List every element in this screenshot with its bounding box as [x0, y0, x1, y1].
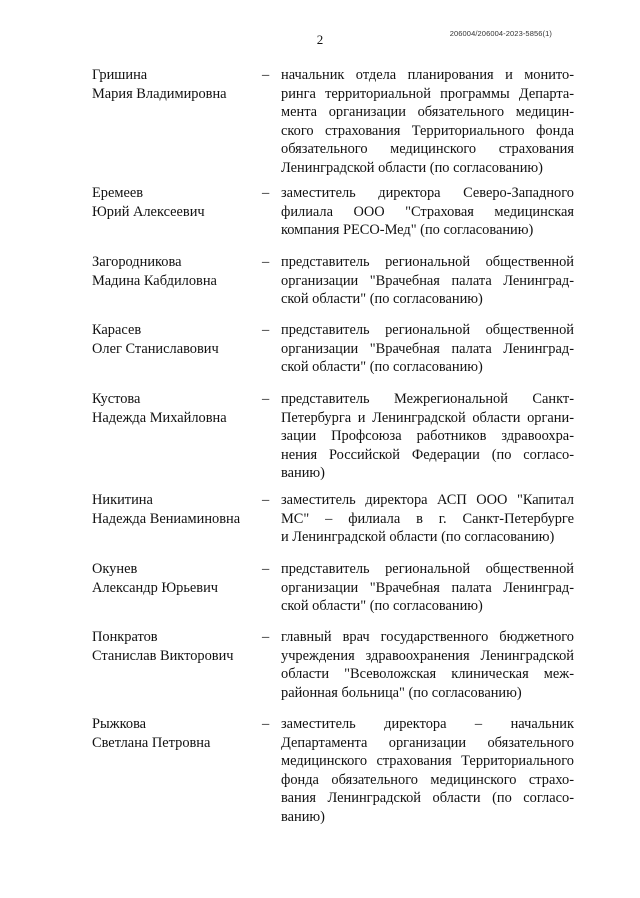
entry-dash: –	[262, 391, 270, 407]
entry-dash: –	[262, 322, 270, 338]
member-entry	[92, 491, 574, 547]
member-given-name: Светлана Петровна	[92, 734, 211, 751]
member-role	[281, 491, 574, 547]
role-line: и Ленинградской области (по согласованию)	[281, 529, 555, 546]
member-entry	[92, 184, 574, 240]
member-person	[92, 184, 262, 240]
member-role	[281, 321, 574, 377]
member-role	[281, 390, 574, 483]
member-surname: Загородникова	[92, 254, 182, 270]
member-surname: Кустова	[92, 391, 141, 407]
member-role	[281, 184, 574, 240]
role-line: учреждения здравоохранения Ленинградской	[281, 647, 574, 664]
member-entry	[92, 715, 574, 827]
member-surname: Окунев	[92, 561, 138, 577]
role-line: фонда обязательного медицинского страхо-	[281, 771, 574, 788]
member-entry	[92, 321, 574, 377]
member-person	[92, 66, 262, 178]
document-id: 206004/206004-2023-5856(1)	[449, 29, 552, 38]
role-line: организации "Врачебная палата Ленинград-	[281, 272, 574, 289]
role-line: обязательного медицинского страхования	[281, 141, 574, 158]
role-line: Ленинградской области (по согласованию)	[281, 159, 543, 176]
member-entry	[92, 253, 574, 309]
entry-dash: –	[262, 254, 270, 270]
member-surname: Понкратов	[92, 629, 158, 645]
member-person	[92, 253, 262, 309]
member-given-name: Юрий Алексеевич	[92, 203, 205, 220]
entry-dash: –	[262, 629, 270, 645]
member-person	[92, 628, 262, 702]
role-line: заместитель директора АСП ООО "Капитал	[281, 492, 574, 508]
role-line: зации Профсоюза работников здравоохра-	[281, 428, 574, 445]
entry-dash: –	[262, 716, 270, 732]
role-line: ринга территориальной программы Департа-	[281, 85, 574, 102]
role-line: представитель региональной общественной	[281, 254, 574, 270]
member-role	[281, 628, 574, 702]
member-person	[92, 560, 262, 616]
role-line: ской области" (по согласованию)	[281, 291, 483, 308]
role-line: заместитель директора Северо-Западного	[281, 185, 574, 201]
entry-dash: –	[262, 492, 270, 508]
role-line: главный врач государственного бюджетного	[281, 629, 574, 645]
member-role	[281, 66, 574, 178]
role-line: организации "Врачебная палата Ленинград-	[281, 340, 574, 357]
role-line: начальник отдела планирования и монито-	[281, 67, 574, 83]
entry-dash: –	[262, 67, 270, 83]
role-line: мента организации обязательного медицин-	[281, 104, 574, 121]
role-line: ванию)	[281, 465, 325, 482]
member-surname: Никитина	[92, 492, 153, 508]
role-line: ского страхования Территориального фонда	[281, 122, 574, 139]
entry-dash: –	[262, 185, 270, 201]
member-entry	[92, 560, 574, 616]
role-line: Петербурга и Ленинградской области органи-	[281, 409, 574, 426]
role-line: ской области" (по согласованию)	[281, 359, 483, 376]
member-surname: Рыжкова	[92, 716, 147, 732]
entry-dash: –	[262, 561, 270, 577]
role-line: организации "Врачебная палата Ленинград-	[281, 579, 574, 596]
member-entry	[92, 66, 574, 178]
member-given-name: Надежда Михайловна	[92, 409, 227, 426]
member-given-name: Станислав Викторович	[92, 647, 234, 664]
member-person	[92, 390, 262, 483]
member-given-name: Мария Владимировна	[92, 85, 227, 102]
role-line: филиала ООО "Страховая медицинская	[281, 203, 574, 220]
member-given-name: Олег Станиславович	[92, 340, 219, 357]
member-surname: Еремеев	[92, 185, 144, 201]
member-person	[92, 491, 262, 547]
member-entry	[92, 390, 574, 483]
role-line: районная больница" (по согласованию)	[281, 684, 522, 701]
role-line: вания Ленинградской области (по согласо-	[281, 790, 574, 807]
member-person	[92, 715, 262, 827]
role-line: медицинского страхования Территориального	[281, 753, 574, 770]
member-person	[92, 321, 262, 377]
role-line: нения Российской Федерации (по согласо-	[281, 446, 574, 463]
role-line: представитель региональной общественной	[281, 561, 574, 577]
role-line: ской области" (по согласованию)	[281, 598, 483, 615]
role-line: компания РЕСО-Мед" (по согласованию)	[281, 222, 534, 239]
member-role	[281, 715, 574, 827]
page-number: 2	[316, 32, 324, 47]
role-line: представитель региональной общественной	[281, 322, 574, 338]
member-entry	[92, 628, 574, 702]
member-surname: Гришина	[92, 67, 148, 83]
role-line: заместитель директора – начальник	[281, 716, 574, 732]
role-line: области "Всеволожская клиническая меж-	[281, 666, 574, 683]
member-given-name: Мадина Кабдиловна	[92, 272, 217, 289]
member-given-name: Надежда Вениаминовна	[92, 510, 241, 527]
member-role	[281, 253, 574, 309]
member-surname: Карасев	[92, 322, 142, 338]
role-line: Департамента организации обязательного	[281, 734, 574, 751]
role-line: ванию)	[281, 808, 325, 825]
member-role	[281, 560, 574, 616]
role-line: представитель Межрегиональной Санкт-	[281, 391, 574, 407]
member-given-name: Александр Юрьевич	[92, 579, 219, 596]
role-line: МС" – филиала в г. Санкт-Петербурге	[281, 510, 574, 527]
